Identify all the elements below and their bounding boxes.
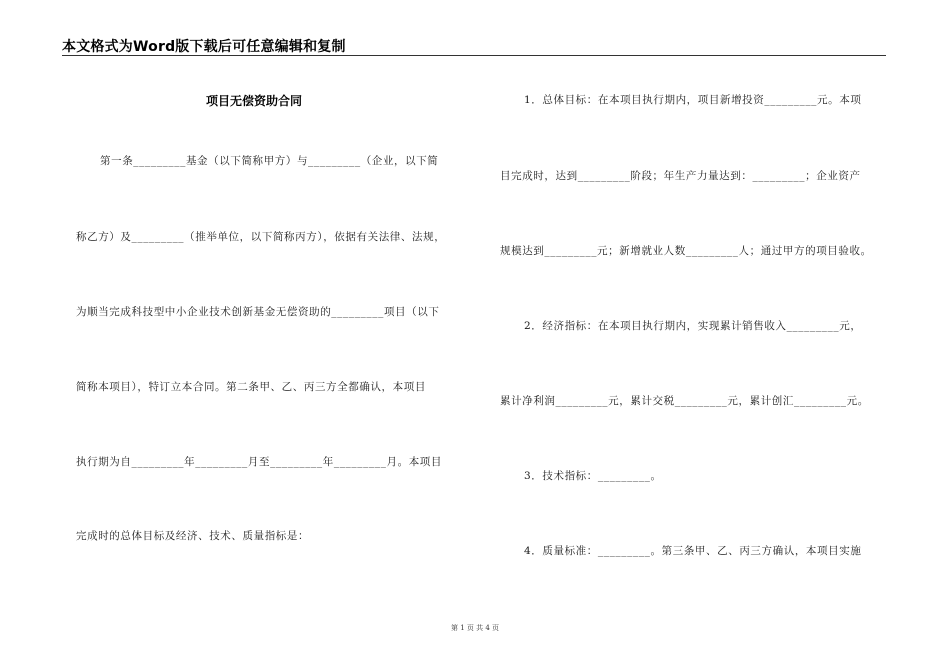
document-header: 本文格式为Word版下载后可任意编辑和复制 bbox=[62, 39, 346, 55]
left-paragraph-line: 完成时的总体目标及经济、技术、质量指标是： bbox=[76, 530, 310, 542]
right-paragraph-line: 累计净利润_________元，累计交税_________元，累计创汇_________元。 bbox=[500, 395, 869, 407]
right-paragraph-line: 3．技术指标：_________。 bbox=[524, 470, 662, 482]
left-paragraph-line: 执行期为自_________年_________月至_________年_________月。本项目 bbox=[76, 456, 442, 468]
right-paragraph-line: 4．质量标准：_________。第三条甲、乙、丙三方确认，本项目实施 bbox=[524, 545, 862, 557]
header-divider bbox=[62, 55, 886, 56]
right-paragraph-line: 2．经济指标：在本项目执行期内，实现累计销售收入_________元， bbox=[524, 320, 862, 332]
left-paragraph-line: 第一条_________基金（以下简称甲方）与_________（企业，以下简 bbox=[100, 155, 439, 167]
left-paragraph-line: 简称本项目），特订立本合同。第二条甲、乙、丙三方全都确认，本项目 bbox=[76, 381, 426, 393]
page-number: 第 1 页 共 4 页 bbox=[450, 624, 500, 632]
right-paragraph-line: 1．总体目标：在本项目执行期内，项目新增投资_________元。本项 bbox=[524, 94, 862, 106]
document-title: 项目无偿资助合同 bbox=[206, 94, 303, 108]
right-paragraph-line: 规模达到_________元；新增就业人数_________人；通过甲方的项目验收。 bbox=[500, 245, 872, 257]
right-paragraph-line: 目完成时，达到_________阶段；年生产力量达到：_________；企业资产 bbox=[500, 170, 861, 182]
left-paragraph-line: 称乙方）及_________（推举单位，以下简称丙方），依据有关法律、法规， bbox=[76, 231, 446, 243]
left-paragraph-line: 为顺当完成科技型中小企业技术创新基金无偿资助的_________项目（以下 bbox=[76, 306, 440, 318]
